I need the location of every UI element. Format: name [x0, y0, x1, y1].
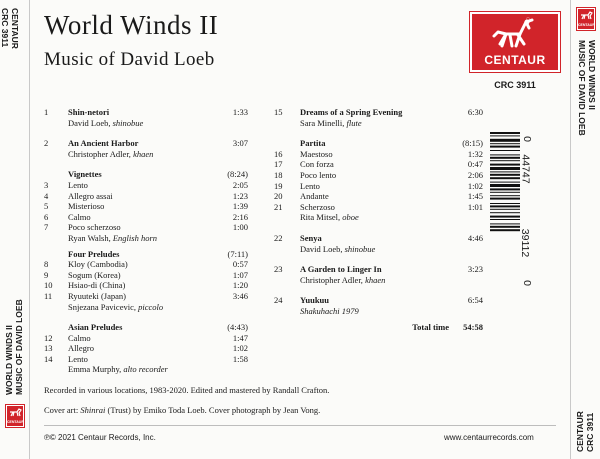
track-duration: 6:30	[467, 107, 483, 117]
movement-name: Lento	[68, 353, 88, 364]
work-duration: (4:43)	[227, 322, 248, 333]
performer-row	[274, 212, 483, 223]
work-duration: (7:11)	[227, 248, 248, 259]
performer-name: Sara Minelli,	[300, 117, 345, 128]
work-title: Four Preludes	[68, 248, 120, 259]
track-duration: 4:46	[467, 232, 483, 243]
performer-instrument: English horn	[112, 232, 158, 243]
movement-row	[274, 149, 483, 160]
track-duration: 1:00	[232, 222, 248, 233]
barcode-bar	[490, 164, 520, 166]
cover-credit	[44, 405, 320, 415]
track-duration: 0:47	[467, 159, 483, 170]
work-heading	[44, 322, 248, 333]
track-list-left	[44, 107, 248, 375]
work-title: Asian Preludes	[68, 322, 123, 333]
barcode-bar	[490, 195, 520, 196]
movement-name: Poco lento	[300, 169, 337, 180]
barcode-bar	[490, 223, 520, 224]
spine-title-text: WORLD WINDS II	[4, 325, 14, 395]
track-number: 23	[274, 264, 283, 275]
spine-logo-word: CENTAUR	[7, 420, 24, 424]
movement-row	[274, 181, 483, 192]
barcode-bar	[490, 188, 520, 190]
barcode-bar	[490, 177, 520, 179]
movement-row	[44, 333, 248, 344]
performer-name: Christopher Adler,	[300, 274, 363, 285]
centaur-icon	[472, 16, 558, 56]
work-heading	[274, 138, 483, 149]
track-duration: 1:02	[232, 343, 248, 354]
track-row	[274, 264, 483, 275]
track-number: 6	[44, 211, 49, 222]
track-title: An Ancient Harbor	[68, 138, 139, 149]
movement-name: Sogum (Korea)	[68, 269, 121, 280]
total-time-label: Total time	[412, 321, 449, 332]
movement-name: Misterioso	[68, 201, 105, 212]
movement-name: Lento	[68, 179, 88, 190]
footer-divider	[44, 425, 556, 426]
movement-name: Poco scherzoso	[68, 222, 121, 233]
barcode-bar	[490, 160, 520, 161]
track-number: 10	[44, 280, 53, 291]
movement-row	[44, 212, 248, 223]
performer-name: Rita Mitsel,	[300, 212, 341, 223]
barcode-bar	[490, 184, 520, 187]
track-duration: 6:54	[467, 295, 483, 306]
work-heading	[44, 249, 248, 260]
spine-logo	[6, 405, 24, 427]
track-duration: 2:05	[232, 179, 248, 190]
track-number: 11	[44, 290, 53, 301]
logo-wordmark: CENTAUR	[484, 53, 546, 67]
spine-catalog-text-right: CRC 3911	[585, 412, 595, 452]
performer-instrument: shinobue	[344, 243, 376, 254]
movement-row	[44, 180, 248, 191]
track-title: Shin-netori	[68, 107, 110, 117]
track-duration: 0:57	[232, 259, 248, 270]
track-title: Yuukuu	[300, 295, 329, 306]
track-number: 24	[274, 295, 283, 306]
barcode-digit-group: 0	[520, 136, 533, 142]
performer-row	[44, 118, 248, 129]
track-duration: 1:45	[467, 191, 483, 202]
barcode-bar	[490, 167, 520, 170]
track-duration: 3:46	[232, 290, 248, 301]
track-duration: 3:23	[467, 264, 483, 275]
track-duration: 3:07	[232, 138, 248, 149]
spine-catalog-text: CRC 3911	[0, 8, 10, 48]
album-title: World Winds II	[44, 10, 219, 40]
track-number: 14	[44, 353, 53, 364]
spine-bottom-label	[575, 411, 595, 452]
movement-name: Calmo	[68, 211, 91, 222]
spine-logo-word-right: CENTAUR	[578, 23, 595, 27]
work-duration: (8:15)	[462, 138, 483, 149]
performer-row	[274, 306, 483, 317]
spine-label-text: CENTAUR	[10, 8, 20, 49]
performer-instrument: shinobue	[112, 117, 144, 128]
track-number: 22	[274, 232, 283, 243]
movement-name: Ryuuteki (Japan)	[68, 290, 126, 301]
movement-name: Andante	[300, 191, 329, 202]
track-number: 2	[44, 138, 49, 149]
barcode-bar	[490, 229, 520, 231]
spine-top-label	[0, 8, 20, 49]
movement-row	[44, 354, 248, 365]
album-subtitle: Music of David Loeb	[44, 49, 215, 70]
performer-name: Ryan Walsh,	[68, 232, 111, 243]
track-number: 9	[44, 269, 49, 280]
performer-instrument: khaen	[133, 148, 154, 159]
work-title: Partita	[300, 138, 326, 149]
barcode-bar	[490, 205, 520, 207]
movement-name: Kloy (Cambodia)	[68, 259, 128, 270]
centaur-logo	[470, 12, 560, 72]
performer-name: David Loeb,	[68, 117, 111, 128]
catalog-number: CRC 3911	[494, 80, 536, 90]
movement-row	[44, 201, 248, 212]
performer-row	[44, 364, 248, 375]
track-row	[274, 233, 483, 244]
track-number: 18	[274, 169, 283, 180]
track-number: 7	[44, 222, 49, 233]
movement-row	[44, 280, 248, 291]
spine-label-text-right: CENTAUR	[575, 411, 585, 452]
right-spine	[570, 0, 600, 459]
movement-name: Lento	[300, 180, 320, 191]
barcode-bar	[490, 132, 520, 134]
performer-name: Emma Murphy,	[68, 364, 122, 375]
centaur-icon	[579, 10, 595, 22]
track-number: 13	[44, 343, 53, 354]
track-duration: 2:06	[467, 169, 483, 180]
track-title: Senya	[300, 232, 322, 243]
performer-name: Christopher Adler,	[68, 148, 131, 159]
barcode-bar	[490, 216, 520, 218]
spine-title-text-right: WORLD WINDS II	[587, 40, 597, 110]
performer-instrument: piccolo	[138, 301, 164, 312]
barcode-bar	[490, 171, 520, 172]
barcode-digit-group: 0	[520, 280, 533, 286]
performer-instrument: oboe	[342, 212, 359, 223]
barcode-bar	[490, 203, 520, 204]
barcode-bar	[490, 157, 520, 159]
barcode-bar	[490, 226, 520, 228]
track-number: 1	[44, 107, 49, 117]
spine-subtitle-text: MUSIC OF DAVID LOEB	[14, 299, 24, 395]
barcode-digits	[519, 131, 539, 291]
movement-row	[44, 191, 248, 202]
track-duration: 1:47	[232, 332, 248, 343]
movement-name: Calmo	[68, 332, 91, 343]
left-spine	[0, 0, 30, 459]
performer-row	[274, 244, 483, 255]
track-number: 19	[274, 180, 283, 191]
track-number: 21	[274, 201, 283, 212]
track-row	[44, 107, 248, 118]
barcode	[490, 130, 520, 290]
track-duration: 1:58	[232, 353, 248, 364]
track-duration: 1:39	[232, 201, 248, 212]
movement-row	[274, 159, 483, 170]
performer-row	[274, 275, 483, 286]
track-title: Dreams of a Spring Evening	[300, 107, 403, 117]
track-duration: 1:32	[467, 148, 483, 159]
movement-row	[44, 259, 248, 270]
track-title: A Garden to Linger In	[300, 264, 382, 275]
track-number: 3	[44, 179, 49, 190]
track-number: 20	[274, 191, 283, 202]
track-number: 16	[274, 148, 283, 159]
spine-logo-right	[577, 8, 595, 30]
cover-rest: (Trust) by Emiko Toda Loeb. Cover photograph by Jean Vong.	[107, 405, 321, 415]
centaur-icon	[8, 407, 24, 419]
spine-subtitle-text-right: MUSIC OF DAVID LOEB	[577, 40, 587, 136]
movement-name: Maestoso	[300, 148, 333, 159]
track-duration: 1:23	[232, 190, 248, 201]
track-note: Shakuhachi 1979	[300, 305, 359, 316]
barcode-digit-group: 39112	[519, 228, 532, 258]
track-number: 17	[274, 159, 283, 170]
track-number: 15	[274, 107, 283, 117]
track-number: 12	[44, 332, 53, 343]
movement-row	[274, 191, 483, 202]
cover-prefix: Cover art:	[44, 405, 79, 415]
movement-row	[44, 270, 248, 281]
barcode-bar	[490, 154, 520, 155]
barcode-bar	[490, 209, 520, 210]
barcode-bar	[490, 146, 520, 148]
work-title: Vignettes	[68, 169, 102, 180]
barcode-bar	[490, 139, 520, 142]
performer-row	[44, 149, 248, 160]
movement-row	[44, 343, 248, 354]
track-row	[274, 295, 483, 306]
recording-note: Recorded in various locations, 1983-2020. Edited and mastered by Randall Crafton.	[44, 385, 330, 395]
performer-row	[44, 302, 248, 313]
barcode-bar	[490, 174, 520, 176]
barcode-bar	[490, 135, 520, 136]
performer-instrument: khaen	[365, 274, 386, 285]
movement-name: Allegro	[68, 343, 94, 354]
total-time-value: 54:58	[463, 321, 483, 332]
movement-name: Con forza	[300, 159, 334, 170]
barcode-digit-group: 44747	[519, 154, 532, 184]
track-number: 5	[44, 201, 49, 212]
track-duration: 1:02	[467, 180, 483, 191]
performer-name: David Loeb,	[300, 243, 343, 254]
barcode-bar	[490, 192, 520, 193]
track-duration: 2:16	[232, 211, 248, 222]
track-row	[274, 107, 483, 118]
track-number: 4	[44, 190, 49, 201]
work-heading	[44, 169, 248, 180]
barcode-bar	[490, 212, 520, 213]
movement-row	[274, 202, 483, 213]
track-duration: 1:33	[232, 107, 248, 117]
spine-title-block	[4, 299, 24, 395]
performer-instrument: alto recorder	[123, 364, 168, 375]
track-list-right	[274, 107, 483, 332]
movement-name: Hsiao-di (China)	[68, 280, 126, 291]
track-duration: 1:20	[232, 280, 248, 291]
website-url: www.centaurrecords.com	[444, 433, 534, 442]
movement-row	[44, 222, 248, 233]
barcode-bars	[490, 130, 520, 290]
barcode-bar	[490, 198, 520, 200]
track-duration: 1:07	[232, 269, 248, 280]
copyright: ℗© 2021 Centaur Records, Inc.	[44, 433, 156, 442]
barcode-bar	[490, 143, 520, 144]
performer-name: Snjezana Pavicevic,	[68, 301, 136, 312]
cover-title: Shinrai	[80, 405, 106, 415]
movement-name: Scherzoso	[300, 201, 335, 212]
barcode-bar	[490, 182, 520, 183]
performer-row	[274, 118, 483, 129]
spine-title-block-right	[577, 40, 597, 136]
movement-row	[274, 170, 483, 181]
track-number: 8	[44, 259, 49, 270]
movement-row	[44, 291, 248, 302]
movement-name: Allegro assai	[68, 190, 113, 201]
performer-instrument: flute	[346, 117, 362, 128]
track-row	[44, 138, 248, 149]
work-duration: (8:24)	[227, 169, 248, 180]
performer-row	[44, 233, 248, 244]
barcode-bar	[490, 219, 520, 220]
total-time-row	[274, 322, 483, 333]
barcode-bar	[490, 150, 520, 151]
track-duration: 1:01	[467, 201, 483, 212]
